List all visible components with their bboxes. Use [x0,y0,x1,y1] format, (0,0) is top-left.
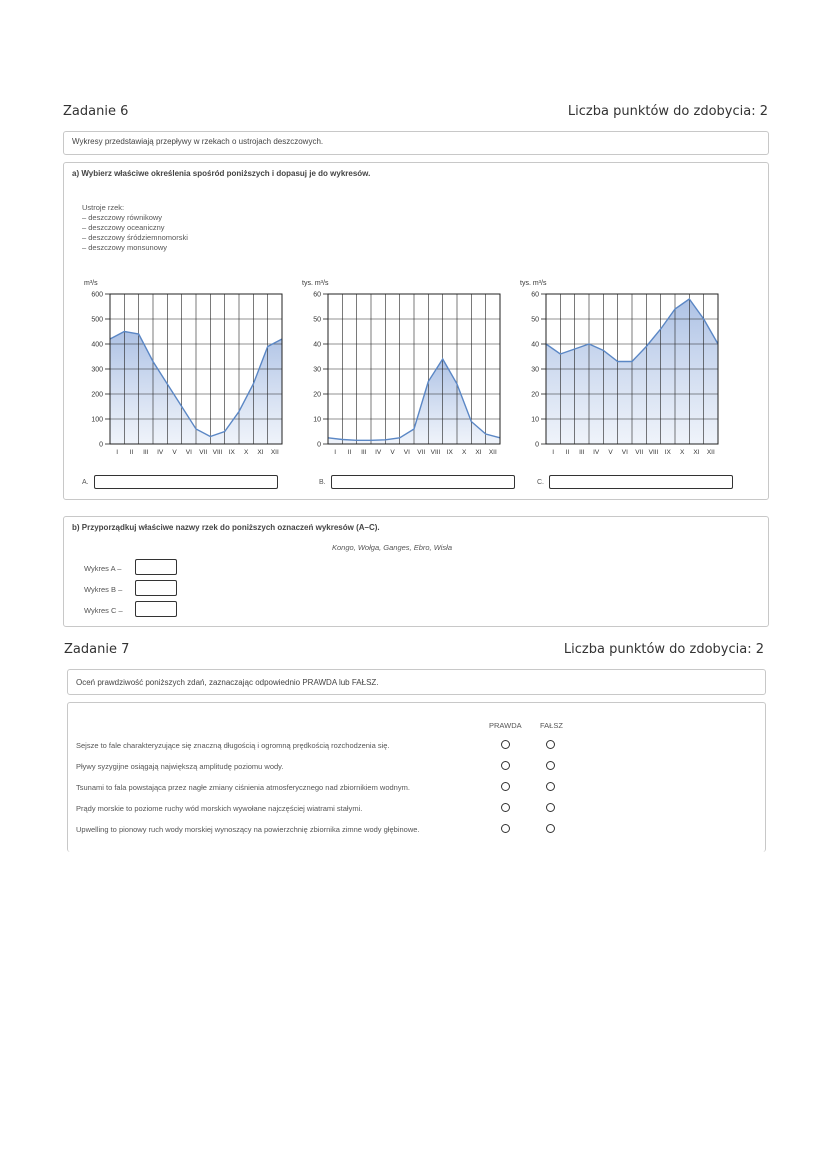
radio-false-5[interactable] [546,824,555,833]
rivers-list: Kongo, Wołga, Ganges, Ebro, Wisła [332,543,452,552]
x-tick-label: IV [375,449,382,456]
x-tick-label: IX [664,449,671,456]
task7-header [64,642,764,657]
radio-true-3[interactable] [501,782,510,791]
x-tick-label: III [579,449,585,456]
x-tick-label: XI [475,449,482,456]
y-tick-label: 0 [99,441,103,449]
x-tick-label: VII [199,449,208,456]
answer-label-a: A. [82,479,89,486]
task6-intro-box [63,131,769,155]
task7-points: Liczba punktów do zdobycia: 2 [563,642,764,657]
regimes-title: Ustroje rzek: [82,203,125,212]
y-tick-label: 600 [91,291,103,299]
x-tick-label: IX [228,449,235,456]
task6-intro: Wykresy przedstawiają przepływy w rzekach o ustrojach deszczowych. [72,137,324,146]
y-tick-label: 10 [531,416,539,424]
regime-item: – deszczowy monsunowy [82,243,168,252]
x-tick-label: VI [621,449,628,456]
x-tick-label: III [361,449,367,456]
y-tick-label: 30 [531,366,539,374]
regime-item: – deszczowy śródziemnomorski [82,233,188,242]
answer-label-c: C. [537,479,544,486]
part-b-instruction: b) Przyporządkuj właściwe nazwy rzek do poniższych oznaczeń wykresów (A–C). [72,523,380,532]
x-tick-label: I [334,449,337,456]
row-label-c: Wykres C – [84,606,123,615]
regime-item: – deszczowy oceaniczny [82,223,165,232]
radio-false-4[interactable] [546,803,555,812]
radio-true-2[interactable] [501,761,510,770]
answer-input-b[interactable] [331,475,515,489]
x-tick-label: IX [446,449,453,456]
x-tick-label: I [552,449,555,456]
y-tick-label: 500 [91,316,103,324]
y-axis-label: tys. m³/s [302,280,329,287]
statement-1: Sejsze to fale charakteryzujące się znaczną długością i ogromną prędkością rozchodzenia się. [76,741,390,750]
river-input-a[interactable] [135,559,177,575]
river-input-c[interactable] [135,601,177,617]
x-tick-label: IV [157,449,164,456]
y-tick-label: 100 [91,416,103,424]
x-tick-label: IV [593,449,600,456]
y-tick-label: 20 [531,391,539,399]
chart-b [290,276,515,466]
x-tick-label: XI [693,449,700,456]
x-tick-label: VIII [430,449,441,456]
x-tick-label: X [461,449,467,456]
col-true-header: PRAWDA [489,721,522,730]
x-tick-label: II [565,449,570,456]
y-tick-label: 200 [91,391,103,399]
x-tick-label: VIII [648,449,659,456]
y-axis-label: m³/s [84,280,98,287]
x-tick-label: I [116,449,119,456]
x-tick-label: VII [417,449,426,456]
answer-input-c[interactable] [549,475,733,489]
radio-false-3[interactable] [546,782,555,791]
x-tick-label: XI [257,449,264,456]
x-tick-label: V [608,449,613,456]
task6-header [63,104,768,119]
x-tick-label: XII [270,449,279,456]
y-tick-label: 300 [91,366,103,374]
statement-3: Tsunami to fala powstająca przez nagłe zmiany ciśnienia atmosferycznego nad zbiornikiem wodnym. [76,783,410,792]
x-tick-label: X [679,449,685,456]
radio-true-4[interactable] [501,803,510,812]
y-tick-label: 400 [91,341,103,349]
y-tick-label: 50 [313,316,321,324]
regimes-list [82,203,188,253]
x-tick-label: VII [635,449,644,456]
x-tick-label: VI [403,449,410,456]
x-tick-label: III [143,449,149,456]
x-tick-label: VIII [212,449,223,456]
x-tick-label: II [347,449,352,456]
y-tick-label: 60 [531,291,539,299]
y-tick-label: 10 [313,416,321,424]
x-tick-label: XII [488,449,497,456]
y-tick-label: 30 [313,366,321,374]
y-axis-label: tys. m³/s [520,280,547,287]
radio-true-5[interactable] [501,824,510,833]
x-tick-label: II [129,449,134,456]
answer-input-a[interactable] [94,475,278,489]
answer-label-b: B. [319,479,326,486]
x-tick-label: VI [185,449,192,456]
radio-true-1[interactable] [501,740,510,749]
row-label-a: Wykres A – [84,564,122,573]
y-tick-label: 0 [535,441,539,449]
y-tick-label: 20 [313,391,321,399]
col-false-header: FAŁSZ [540,721,563,730]
chart-a [72,276,292,466]
x-tick-label: X [243,449,249,456]
river-input-b[interactable] [135,580,177,596]
row-label-b: Wykres B – [84,585,123,594]
task7-instruction-box [67,669,766,695]
y-tick-label: 50 [531,316,539,324]
regime-item: – deszczowy równikowy [82,213,163,222]
statement-4: Prądy morskie to poziome ruchy wód morskich wywołane najczęściej wiatrami stałymi. [76,804,363,813]
radio-false-2[interactable] [546,761,555,770]
y-tick-label: 0 [317,441,321,449]
radio-false-1[interactable] [546,740,555,749]
statement-5: Upwelling to pionowy ruch wody morskiej wynoszący na powierzchnię zbiornika zimne wody głębinowe. [76,825,420,834]
x-tick-label: XII [706,449,715,456]
task6-title: Zadanie 6 [63,104,129,119]
task7-title: Zadanie 7 [64,642,130,657]
y-tick-label: 60 [313,291,321,299]
y-tick-label: 40 [313,341,321,349]
statement-2: Pływy syzygijne osiągają największą amplitudę poziomu wody. [76,762,284,771]
task6-points: Liczba punktów do zdobycia: 2 [567,104,768,119]
y-tick-label: 40 [531,341,539,349]
part-a-instruction: a) Wybierz właściwe określenia spośród poniższych i dopasuj je do wykresów. [72,169,371,178]
task7-instruction: Oceń prawdziwość poniższych zdań, zaznaczając odpowiednio PRAWDA lub FAŁSZ. [76,678,379,687]
chart-c [508,276,733,466]
x-tick-label: V [390,449,395,456]
x-tick-label: V [172,449,177,456]
